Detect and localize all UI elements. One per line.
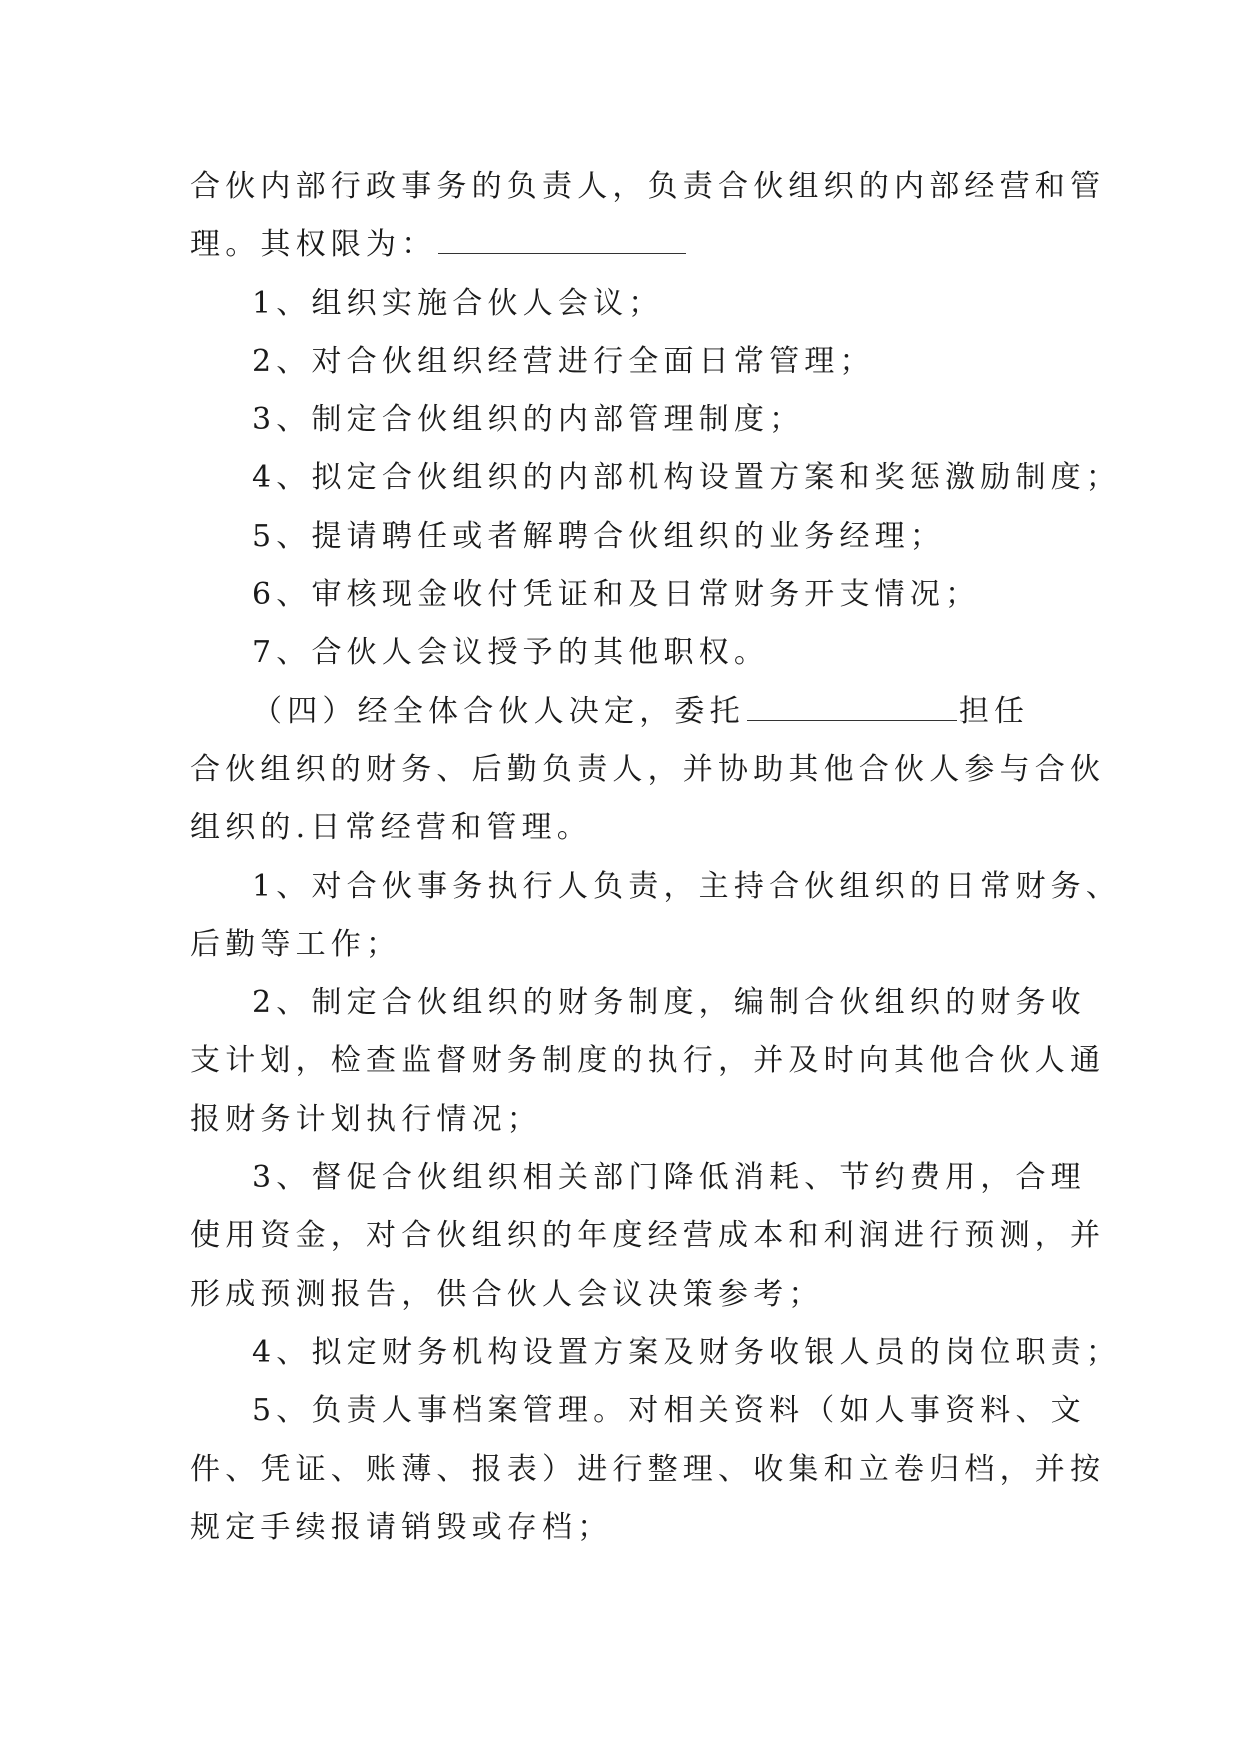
authority-label: 理。其权限为： — [190, 227, 437, 263]
list-item-continuation: 使用资金，对合伙组织的年度经营成本和利润进行预测，并 — [190, 1218, 1106, 1254]
list-item-continuation: 形成预测报告，供合伙人会议决策参考； — [190, 1276, 824, 1312]
list-item: 1、对合伙事务执行人负责，主持合伙组织的日常财务、 — [252, 868, 1122, 904]
list-item-continuation: 支计划，检查监督财务制度的执行，并及时向其他合伙人通 — [190, 1043, 1106, 1079]
list-item: 2、对合伙组织经营进行全面日常管理； — [252, 343, 875, 379]
list-item: 6、审核现金收付凭证和及日常财务开支情况； — [252, 577, 981, 613]
list-item-continuation: 件、凭证、账薄、报表）进行整理、收集和立卷归档，并按 — [190, 1451, 1106, 1487]
list-item: 1、组织实施合伙人会议； — [252, 285, 664, 321]
paragraph-line: 合伙内部行政事务的负责人，负责合伙组织的内部经营和管 — [190, 169, 1106, 204]
list-item-continuation: 报财务计划执行情况； — [190, 1101, 542, 1137]
list-item: 4、拟定财务机构设置方案及财务收银人员的岗位职责； — [252, 1334, 1122, 1370]
section-four-text: （四）经全体合伙人决定，委托 — [252, 693, 745, 729]
document-body — [190, 158, 1122, 1557]
paragraph-line: 组织的.日常经营和管理。 — [190, 810, 592, 846]
list-item-continuation: 后勤等工作； — [190, 926, 402, 962]
paragraph-line — [190, 216, 1050, 274]
list-item: 3、督促合伙组织相关部门降低消耗、节约费用，合理 — [252, 1160, 1086, 1196]
section-four-heading — [190, 683, 1050, 741]
paragraph-line: 合伙组织的财务、后勤负责人，并协助其他合伙人参与合伙 — [190, 751, 1106, 787]
list-item: 5、提请聘任或者解聘合伙组织的业务经理； — [252, 518, 946, 554]
authority-blank-field — [438, 223, 686, 254]
list-item: 3、制定合伙组织的内部管理制度； — [252, 402, 805, 438]
delegate-blank-field — [747, 690, 957, 721]
list-item: 7、合伙人会议授予的其他职权。 — [252, 635, 770, 671]
list-item: 5、负责人事档案管理。对相关资料（如人事资料、文 — [252, 1393, 1086, 1429]
list-item-continuation: 规定手续报请销毁或存档； — [190, 1509, 613, 1545]
section-four-suffix: 担任 — [958, 693, 1030, 729]
list-item: 2、制定合伙组织的财务制度，编制合伙组织的财务收 — [252, 985, 1086, 1021]
list-item: 4、拟定合伙组织的内部机构设置方案和奖惩激励制度； — [252, 460, 1122, 496]
